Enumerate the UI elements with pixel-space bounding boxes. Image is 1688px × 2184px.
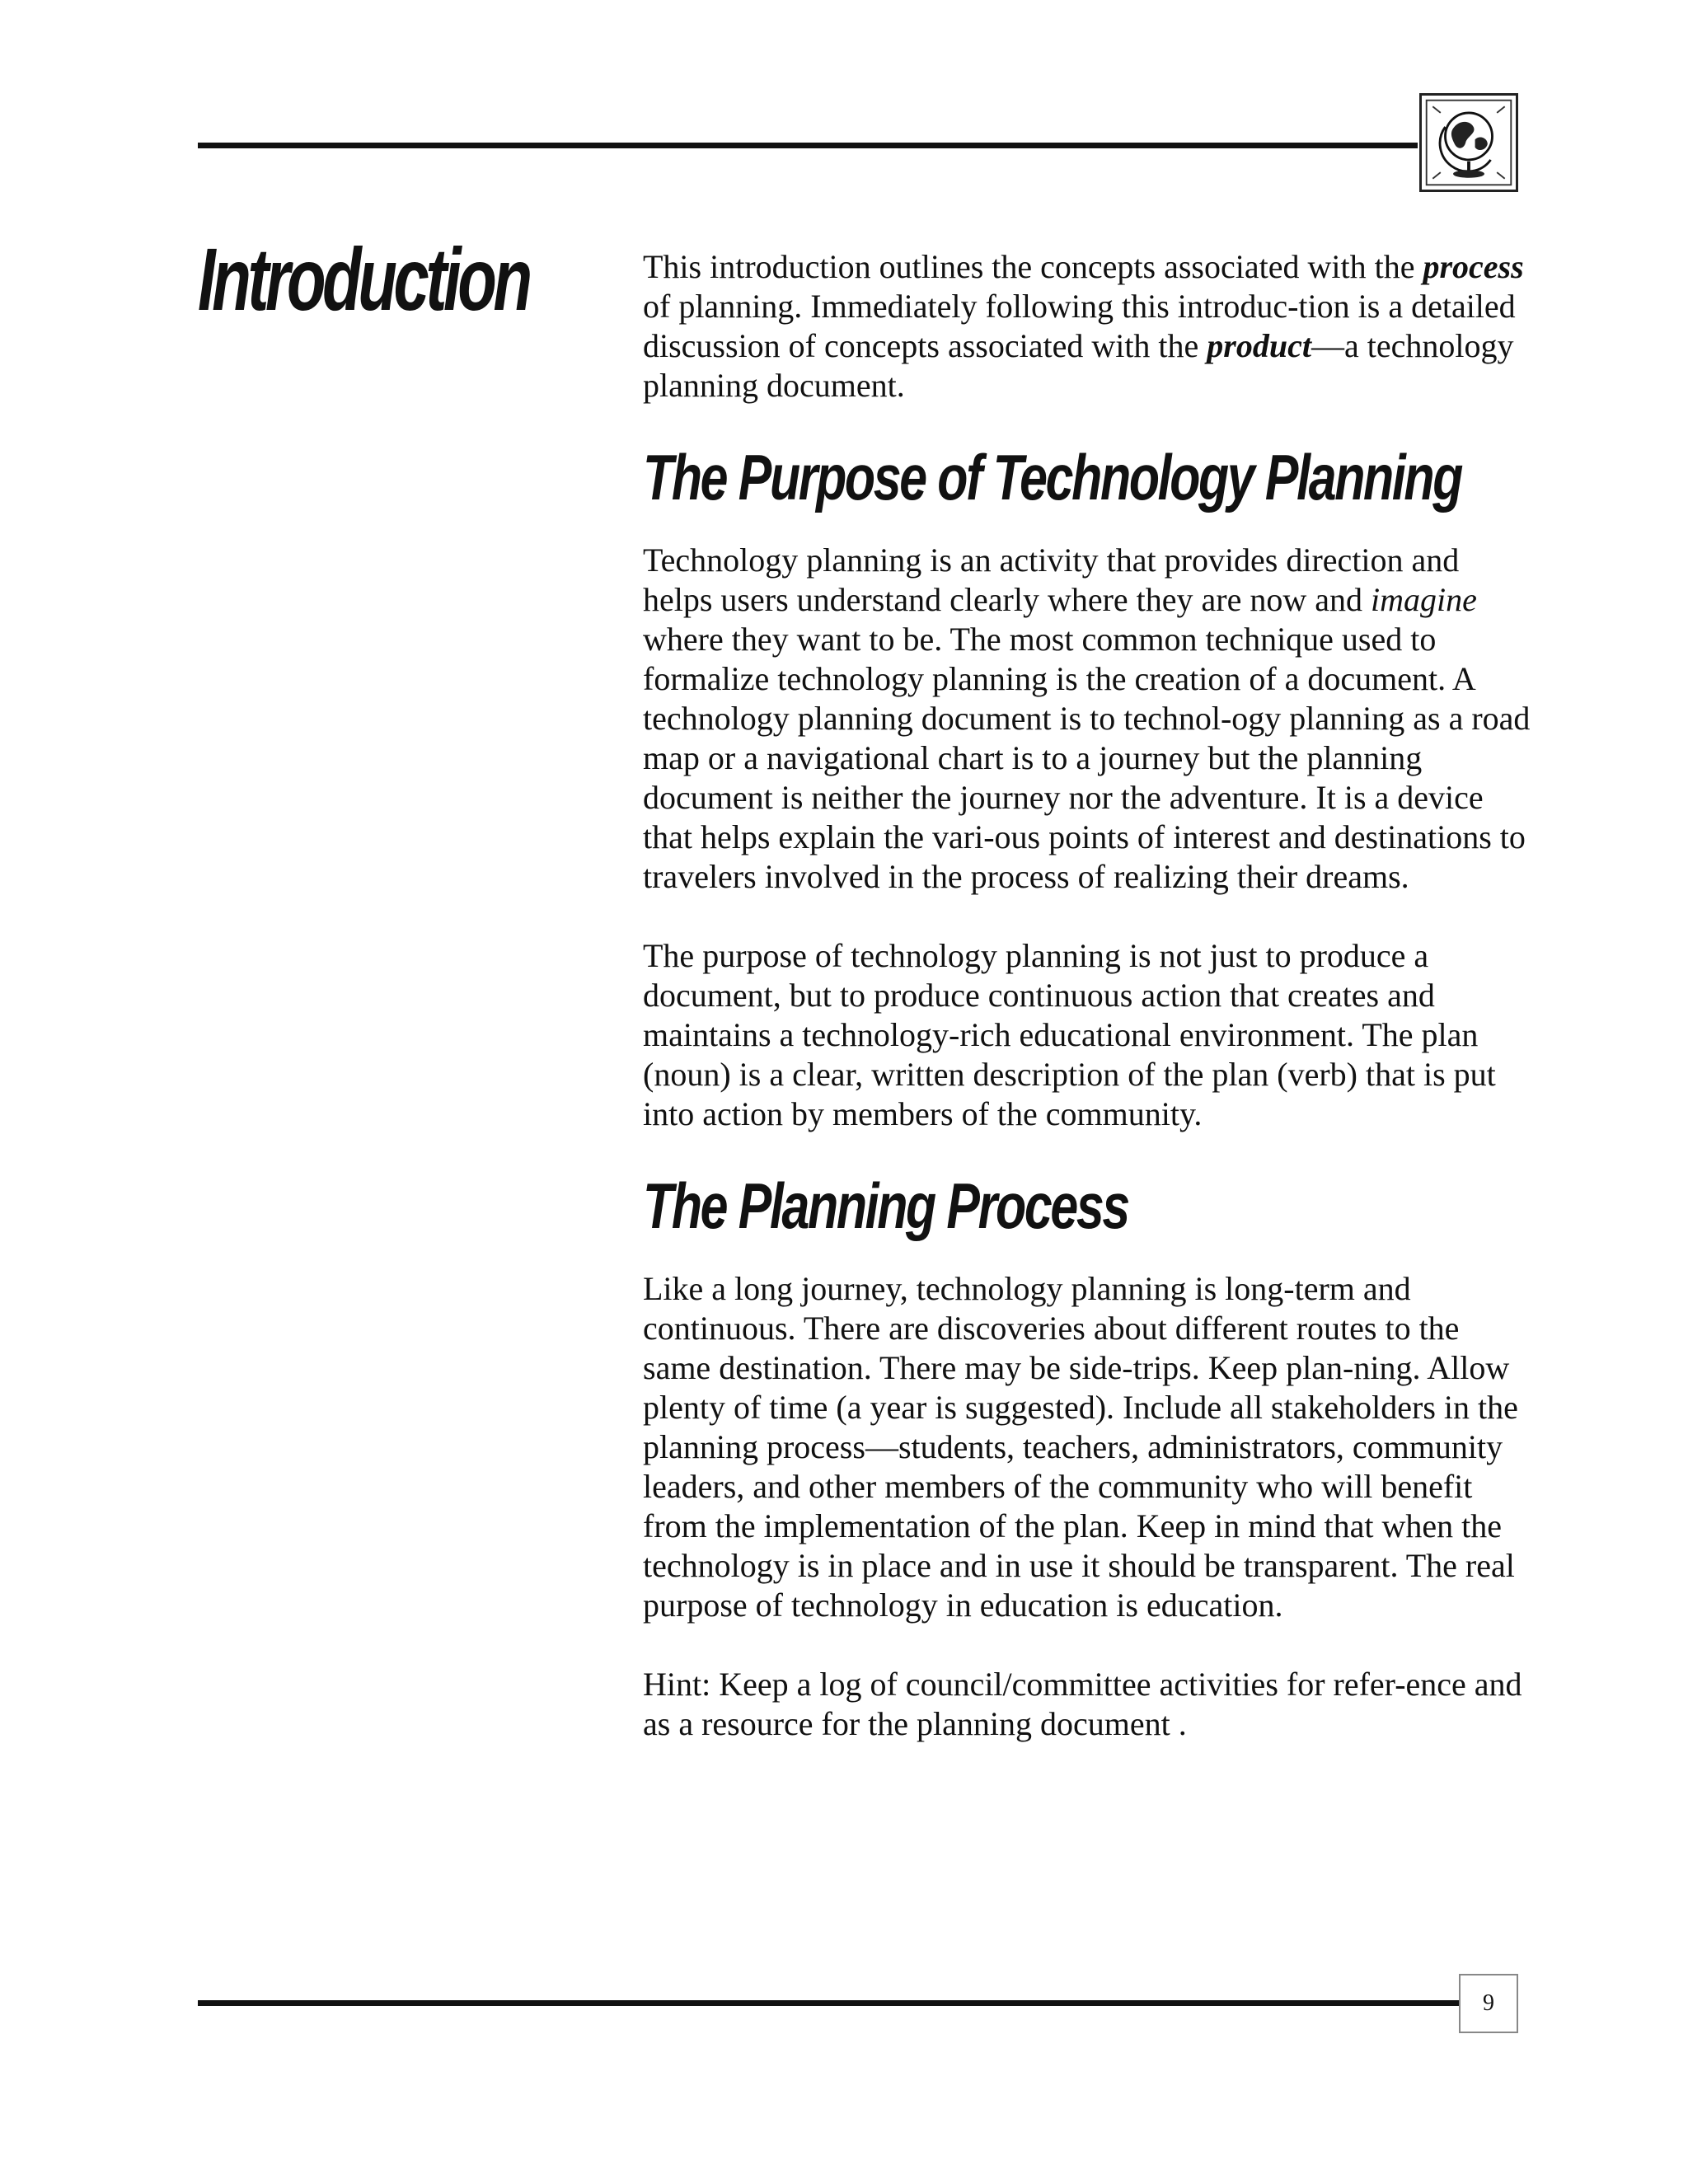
purpose-heading: The Purpose of Technology Planning (643, 441, 1462, 513)
globe-icon (1419, 93, 1518, 192)
intro-text-3: —a technology planning document. (643, 327, 1514, 404)
hint-paragraph: Hint: Keep a log of council/committee activities for refer-ence and as a resource for the planning document . (643, 1666, 1522, 1742)
process-paragraph: Like a long journey, technology planning is long-term and continuous. There are discoveries about different routes to the same destination. There may be side-trips. Keep plan-ning. Allow plenty of time (a year is suggested). Include all stakeholders in the planning process—students, teachers, administrators, community leaders, and other members of the community who will benefit from the implementation of the plan. Keep in mind that when the technology is in place and in use it should be transparent. The real purpose of technology in education is education. (643, 1270, 1518, 1624)
purpose-paragraph-2: The purpose of technology planning is not just to produce a document, but to produce continuous action that creates and maintains a technology-rich educational environment. The plan (noun) is a clear, written description of the plan (verb) that is put into action by members of the community. (643, 937, 1496, 1132)
purpose-imagine-emphasis: imagine (1371, 581, 1477, 618)
intro-paragraph (643, 247, 1533, 405)
bottom-rule (198, 2000, 1459, 2006)
top-rule (198, 143, 1418, 148)
purpose-paragraph-1 (643, 541, 1533, 897)
section-title: Introduction (198, 229, 529, 329)
main-content (643, 247, 1533, 1783)
intro-text-1: This introduction outlines the concepts associated with the (643, 248, 1423, 285)
purpose-text-1b: where they want to be. The most common technique used to formalize technology planning is the creation of a document. A technology planning document is to technol-ogy planning as a road map or a navigational chart is to a journey but the planning document is neither the journey nor the adventure. It is a device that helps explain the vari-ous points of interest and destinations to travelers involved in the process of realizing their dreams. (643, 621, 1531, 895)
intro-product-emphasis: product (1207, 327, 1311, 364)
purpose-text-1a: Technology planning is an activity that provides direction and helps users understand clearly where they are now and (643, 541, 1460, 618)
intro-text-2: of planning. Immediately following this introduc-tion is a detailed discussion of concepts associated with the (643, 288, 1516, 364)
intro-process-emphasis: process (1423, 248, 1524, 285)
process-heading: The Planning Process (643, 1169, 1128, 1242)
page-number: 9 (1459, 1974, 1518, 2033)
